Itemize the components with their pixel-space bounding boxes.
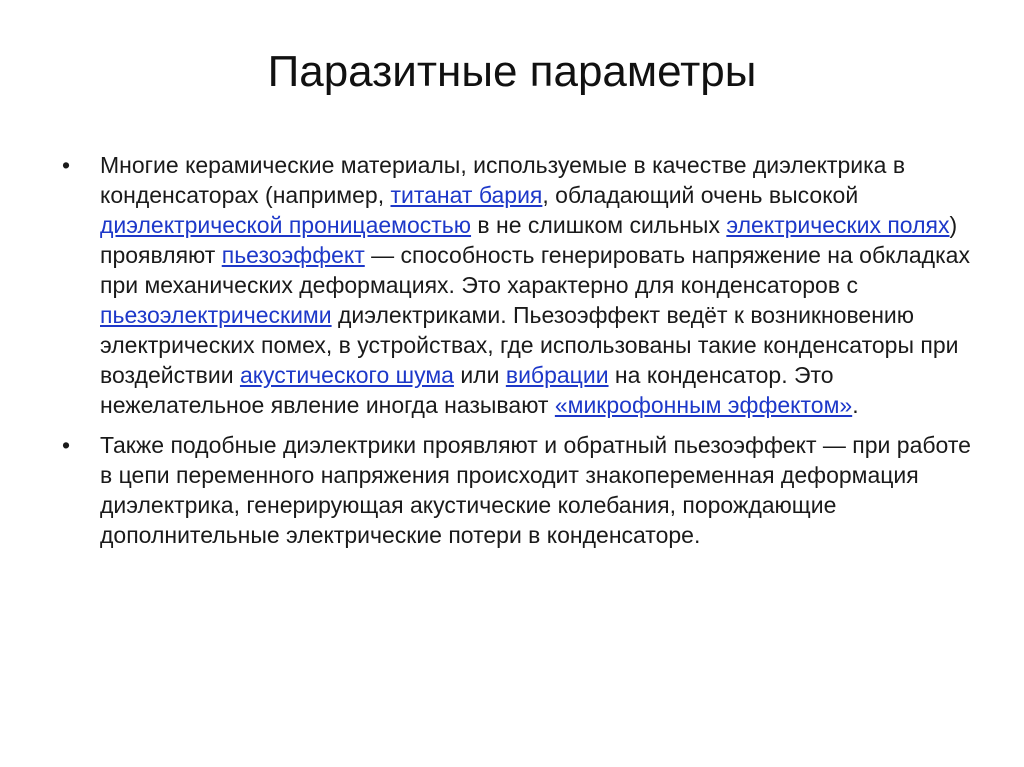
link-piezoelectric[interactable]: пьезоэлектрическими xyxy=(100,302,332,328)
link-dielectric-permittivity[interactable]: диэлектрической проницаемостью xyxy=(100,212,472,238)
text-segment: Многие керамические материалы, используемые в качестве диэлектрика в конденсаторах (например, xyxy=(100,152,906,208)
link-barium-titanate[interactable]: титанат бария xyxy=(390,182,543,208)
slide-title: Паразитные параметры xyxy=(267,47,757,96)
text-segment: ) проявляют xyxy=(100,212,958,268)
bullet-item xyxy=(60,150,980,420)
text-segment: на конденсатор. Это нежелательное явление иногда называют xyxy=(100,362,834,418)
text-segment: в не слишком сильных xyxy=(471,212,727,238)
link-microphone-effect[interactable]: «микрофонным эффектом» xyxy=(554,392,853,418)
bullet-item xyxy=(60,430,980,550)
text-segment: Также подобные диэлектрики проявляют и обратный пьезоэффект — при работе в цепи переменного напряжения происходит знакопеременная деформация диэлектрика, генерирующая акустические колебания, порождающие дополнительные электрические потери в конденсаторе. xyxy=(100,432,971,548)
text-segment: или xyxy=(453,362,506,388)
bullet-list xyxy=(60,150,980,560)
text-segment: диэлектриками. Пьезоэффект ведёт к возникновению электрических помех, в устройствах, где использованы такие конденсаторы при воздействии xyxy=(100,302,959,388)
link-electric-fields[interactable]: электрических полях xyxy=(726,212,950,238)
link-piezoeffect[interactable]: пьезоэффект xyxy=(221,242,365,268)
link-acoustic-noise[interactable]: акустического шума xyxy=(239,362,454,388)
bullet-marker-icon: • xyxy=(62,152,71,178)
text-segment: , обладающий очень высокой xyxy=(542,182,859,208)
link-vibration[interactable]: вибрации xyxy=(505,362,609,388)
text-segment: . xyxy=(852,392,859,418)
text-segment: — способность генерировать напряжение на обкладках при механических деформациях. Это характерно для конденсаторов с xyxy=(100,242,970,298)
bullet-marker-icon: • xyxy=(62,432,71,458)
